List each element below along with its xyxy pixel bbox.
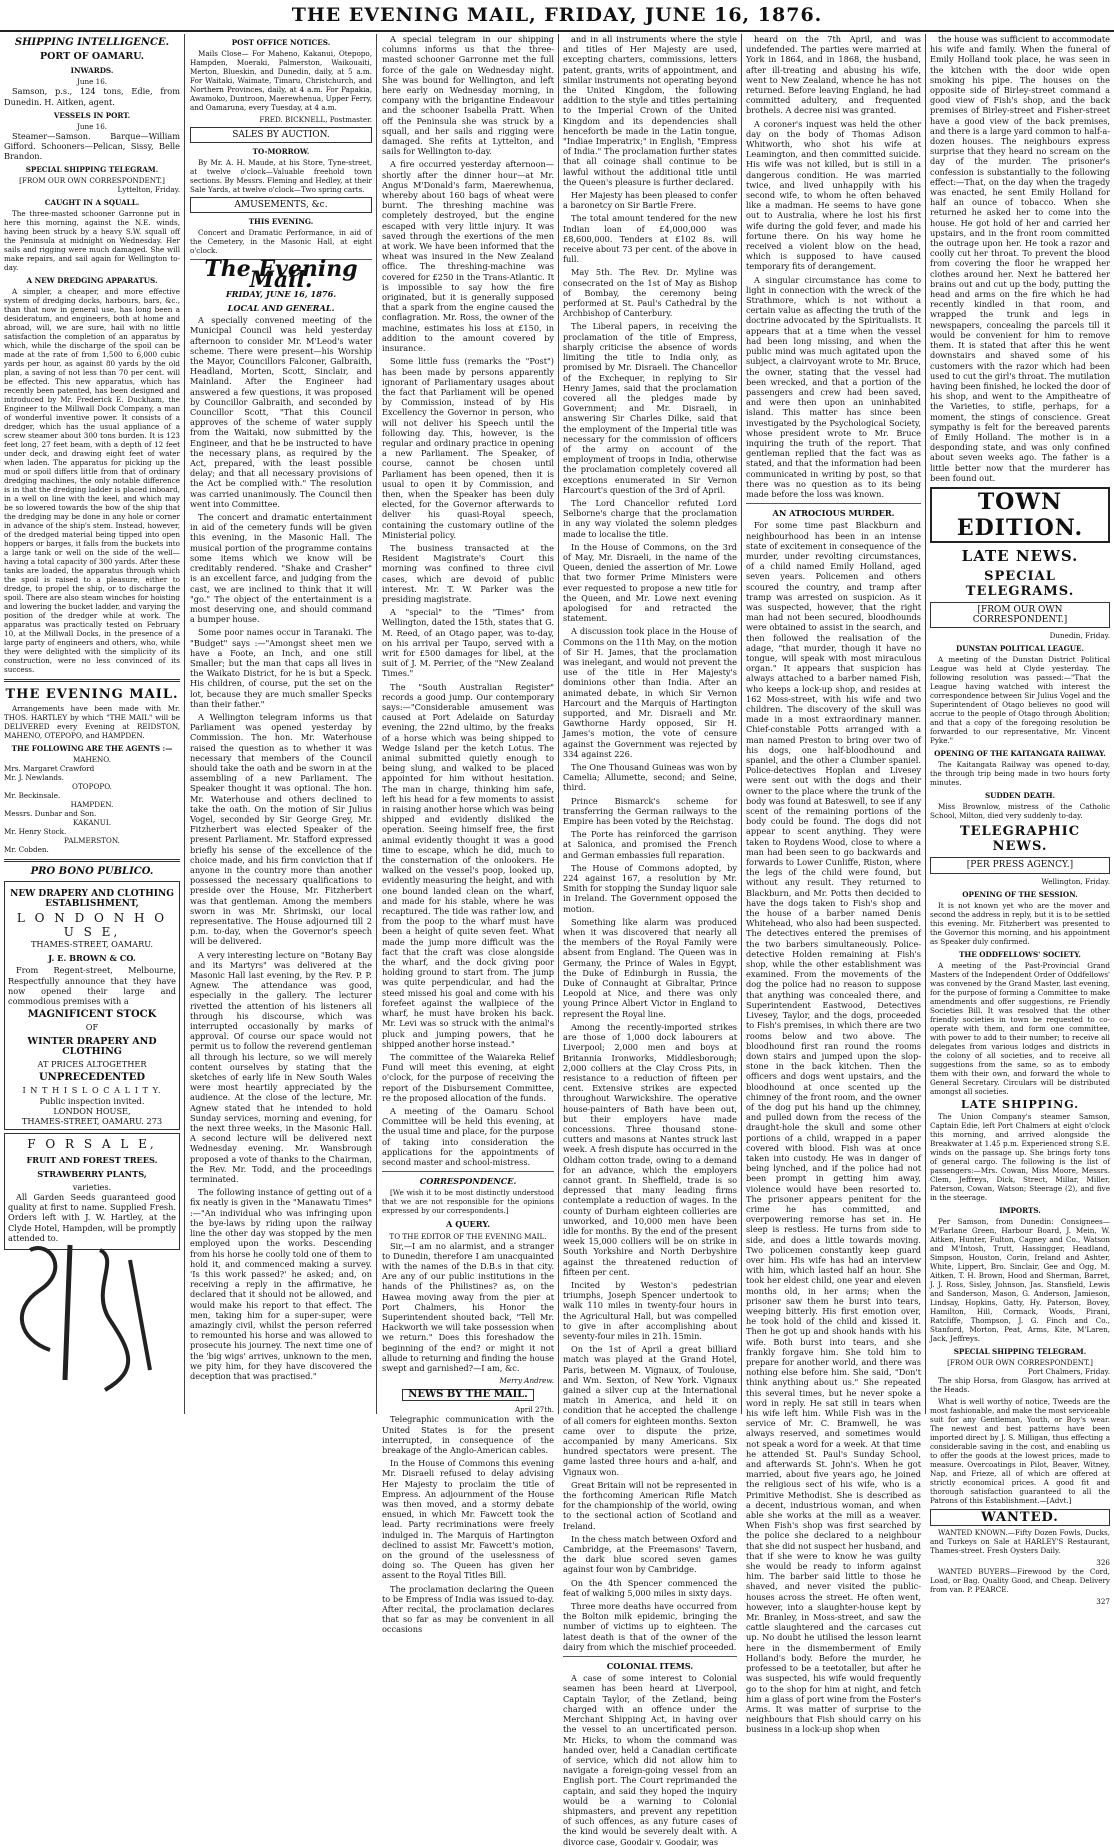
agent-place: MAHENO. bbox=[72, 755, 112, 765]
varieties: varieties. bbox=[72, 1181, 112, 1192]
colonial-title: COLONIAL ITEMS. bbox=[606, 1661, 694, 1672]
paper-title: THE EVENING MAIL. bbox=[5, 687, 179, 703]
special-shipping-from: [FROM OUR OWN CORRESPONDENT.] bbox=[947, 1357, 1093, 1367]
magnificent: MAGNIFICENT STOCK bbox=[27, 1009, 157, 1021]
agent-name: Mrs. Margaret Crawford bbox=[4, 764, 95, 774]
agent-name: Mr. J. Newlands. bbox=[4, 773, 64, 783]
news-paragraph: Prince Bismarck's scheme for transferring the German railways to the Empire has been voted by the Reichstag. bbox=[563, 795, 737, 827]
inwards-title: INWARDS. bbox=[70, 66, 114, 76]
news-paragraph: Great Britain will not be represented in the forthcoming American Rifle Match for the championship of the world, owing to the sectional action of Scotland and Ireland. bbox=[563, 1479, 737, 1531]
late-shipping-text: The Union Company's steamer Samson, Captain Edie, left Port Chalmers at eight o'clock this morning, and arrived alongside the Breakwater at 1.45 p.m. Experienced strong S.E. winds on the passage up. She brings forty tons of general cargo. The following is the list of passengers:—Mrs. Cowan, Miss Moore, Messrs. Clem, Jeffreys, Dick, Strect, Millar, Miller, Paterson, Cowan, Watson; Steerage (2), and five in the steerage. bbox=[930, 1111, 1110, 1202]
column-rule bbox=[376, 34, 377, 1414]
news-paragraph: Among the recently-imported strikes are those of 1,000 dock labourers at Liverpool; 2,000 men and boys at Britannia Ironworks, Middlesborough; 2,000 colliers at the Clay Cross Pits, in resistance to a reduction of fifteen per cent. Extensive strikes are expected throughout Warwickshire. The operative house-painters of Bath have been out, but their employers have made concessions. Three thousand stone-cutters and masons at Nantes struck last week. A fresh dispute has occurred in the Oldham cotton trade, owing to a demand for an advance, which the employers cannot grant. In Sheffield, trade is so depressed that many leading firms contemplate a reduction of wages. In the county of Durham eighteen collieries are unworked, and 10,000 men have been idle for months. By the end of the present week 15,000 colliers will be on strike in South Yorkshire and North Derbyshire against the threatened reduction of fifteen per cent. bbox=[563, 1021, 737, 1277]
forsale-title: F O R S A L E, bbox=[27, 1137, 157, 1152]
brown-name: J. E. BROWN & CO. bbox=[48, 953, 136, 964]
local-paragraph: A Wellington telegram informs us that Parliament was opened yesterday by Commission. The hon. Mr. Waterhouse raised the question as to whether it was necessary that members of the Council should take the oath and be sworn in at the assembling of a new Parliament. The Speaker thought it was optional. The hon. Mr. Waterhouse and others declined to take the oath. On the motion of Sir Julius Vogel, seconded by Sir George Grey, Mr. Fitzherbert was elected Speaker of the present Parliament. Mr. Stafford expressed briefly his sense of the excellence of the choice made, and his firm conviction that if anyone in the country more than another possessed the necessary qualifications to preside over the House, Mr. Fitzherbert was that gentleman. Among the members sworn in was Mr. Shrimski, our local representative. The House adjourned till 2 p.m. to-day, when the Governor's speech will be delivered. bbox=[190, 711, 372, 947]
sudden-death-title: SUDDEN DEATH. bbox=[984, 791, 1055, 801]
news-date: April 27th. bbox=[514, 1405, 554, 1415]
murder-paragraph: For some time past Blackburn and neighbourhood has been in an intense state of excitement in consequence of the murder, under revolting circumstances, of a child named Emily Holland, aged seven years. Policemen and others scoured the country, and tramp after tramp was arrested on suspicion. As it was suspected, however, that the right man had not been secured, bloodhounds were obtained to assist in the search, and then followed the realisation of the adage, "that murder, though it have no tongue, will speak with most miraculous organ." It appears that suspicion has always attached to a barber named Fish, who keeps a lock-up shop, and resides at 162 Moss-street, with his wife and two children. The discovery of the skull was made in a most extraordinary manner. Chief-constable Potts arranged with a man named Preston to bring over two of his dogs, one half-bloodhound and spaniel, and the other a Clumber spaniel. Police-detectives Hoplan and Livesey were sent out with the dogs and their owner to the place where the trunk of the body was found at Bateswell, to see if any scent of the remaining portions of the body could be found. The dogs did not appear to scent anything. They were taken to Roydens Wood, close to where a man had been seen to go backwards and forwards to Lower Cunliffe, Riston, where the legs of the child were found, but without any result. They returned to Blackburn, and Mr. Potts then decided to have the dogs taken to Fish's shop and the house of a barber named Denis Whitehead, who also had been suspected. The detectives entered the premises of the two barbers simultaneously. Police-detective Holden remaining at Fish's shop, while the other establishment was examined. From the movements of the dog the police had no reason to suppose that anything was concealed there, and Superintendent Eastwood, Detectives Livesey, Taylor, and the dogs, proceeded to Fish's premises, in which there are two rooms below and two above. The bloodhound first ran round the rooms down stairs and jumped upon the slop-stone in the back kitchen. Then the officers and dogs went upstairs, and the bloodhound at once scented up the chimney of the front room, and the owner of the dog put his hand up the chimney, and pulled down from the recess of the draught-hole the skull and some other portions of a child, wrapped in a paper covered with blood. Fish was at once taken into custody. He was in danger of being lynched, and if the police had not been prompt in getting him away, violence would have been resorted to. The prisoner appears penitent for the crime he has committed, and overpowering remorse has set in. He sleep is restless. He turns from side to side, and does a little towards moving. Two policemen constantly keep guard over him. His wife has had an interview with him, which lasted half an hour. She took her eldest child, one year and eleven months old, in her arms; when the prisoner saw them he burst into tears, weeping bitterly. His first emotion over, he took hold of the child and kissed it. Then he got up and shook hands with his wife. Both burst into tears, and she frankly forgave him. She told him to prepare for another world, and there was nothing else before him. She said, "Don't think anything about us." She repeated this several times, but he never spoke a word in reply. He sat still in tears when his wife left him. While Fish was in the service of Mr. C. Bramwell, he was always reserved, and sometimes would not speak a word for a week. At that time he attended St. Paul's Sunday School, and afterwards St. John's. When he got married, about five years ago, he joined the religious sect of his wife, who is a Primitive Methodist. She is described as a decent, industrious woman, and when able she works at the mill as a weaver. When Fish's shop was first searched by the police she declared to a neighbour that she did not suspect her husband, and that if she were to know he was guilty she would be ready to inform against him. The barber said little to those he shaved, and never visited the public-houses across the street. He often went, however, into a slaughter-house kept by Mr. Branley, in Moss-street, and saw the cattle slaughtered and the carcases cut up. No doubt he utilised the lesson learnt here in the dismemberment of Emily Holland's body. Before the murder, he professed to be a teetotaller, but after he was suspected, his wife would frequently go to the shop for him at night, and fetch him a glass of port wine from the Foster's Arms. It was matter of surprise to the neighbours that Fish should carry on his business in a lock-up shop when bbox=[746, 520, 921, 1735]
news-paragraph: A singular circumstance has come to light in connection with the wreck of the Strathmore, which is not without a certain value as affecting the truth of the doctrine advocated by the Spiritualists. It appears that at a time when the vessel had been long missing, and when the public mind was much agitated upon the subject, a clairvoyant wrote to Mr. Bruce, the owner, stating that the vessel had been wrecked, and that a portion of the passengers and crew had been saved, and were then upon an uninhabited island. This matter has since been investigated by the Psychological Society, whose president wrote to Mr. Bruce inquiring the truth of the report. That gentleman replied that the fact was as stated, and that the information had been communicated in writing by post, so that there was no question as to its being made before the loss was known. bbox=[746, 274, 921, 499]
press-agency: [PER PRESS AGENCY.] bbox=[930, 857, 1110, 873]
london-house-2: LONDON HOUSE, bbox=[53, 1105, 131, 1116]
column-rule bbox=[184, 34, 185, 1414]
session-text: It is not known yet who are the mover and second the address in reply, but it is to be settled this evening. Mr. Fitzherbert was presented to the Governor this morning, and his appointment as Speaker duly confirmed. bbox=[930, 900, 1110, 946]
agent-name: Mr. Henry Stock. bbox=[4, 827, 67, 837]
telegraphic-news-title: TELEGRAPHIC NEWS. bbox=[959, 824, 1081, 855]
news-paragraph: The House of Commons adopted, by 224 against 167, a resolution by Mr. Smith for stopping the Sunday liquor sale in Ireland. The Government opposed the motion. bbox=[563, 862, 737, 914]
dredge-text: A simpler, a cheaper, and more effective system of dredging docks, harbours, bars, &c., than that now in general use, has long been a desideratum, and engineers, both at home and abroad, will, we are sure, hail with no little satisfaction the completion of an apparatus by which, while the discharge of the spoil can be made at the rate of from 1,500 to 6,000 cubic yards per hour, as against 80 yards by the old plan, a saving of not less than 70 per cent. will be effected. This new apparatus, which has recently been patented, has been designed and introduced by Mr. Frederick E. Duckham, the Engineer to the Millwall Dock Company, a man of wonderful inventive power. It consists of a dredger, which has the usual appliance of a screw steamer about 300 tons burden. It is 123 feet long, 27 feet beam, with a depth of 12 feet under deck, and drawing eight feet of water when laden. The apparatus for picking up the mud or spoil differs little from that of ordinary dredging machines, the only notable difference is in that the dredging ladder is placed inboard, in a well on line with the keel, and which may be so lowered towards the bow of the ship that the dredging may be done in any hole or corner in advance of the ship's stem. Instead, however, of the dredged material being tipped into open hoppers or barges, it falls from the buckets into a large tank or well on the side of the well—having a total capacity of 300 yards. After these tanks are loaded, the apparatus through which the spoil is raised to a pleasure, either to dredge, to propel the ship, or to discharge the spoil. There are also steam winches for hoisting and lowering the bucket ladder, and varying the position of the dredger while at work. The apparatus was practically tested on February 10, at the Millwall Docks, in the presence of a large party of engineers and others, who, while they were delighted with the simplicity of its construction, were no less convinced of its success. bbox=[4, 287, 180, 675]
public-inspection: Public inspection invited. bbox=[39, 1095, 145, 1106]
news-paragraph: Some little fuss (remarks the "Post") has been made by persons apparently ignorant of Parliamentary usages about the fact that Parliament will be opened by Commission, instead of by His Excellency the Governor in person, who will not deliver his Speech until the following day. This, however, is the regular and ordinary practice in opening a new Parliament. The Speaker, of course, cannot be chosen until Parliament has been opened, then it is usual to open it by Commission, and then, when the Speaker has been duly elected, for the Governor afterwards to deliver his quasi-Royal speech, containing the customary outline of the Ministerial policy. bbox=[382, 356, 554, 540]
inwards-date: June 16. bbox=[76, 77, 108, 87]
special-telegrams-title: SPECIAL TELEGRAMS. bbox=[965, 568, 1075, 599]
brown-text: From Regent-street, Melbourne, Respectfully announce that they have now opened their large and commodious premises with a bbox=[8, 965, 176, 1007]
divider bbox=[382, 1171, 554, 1172]
tomorrow: TO-MORROW. bbox=[252, 147, 310, 157]
dunedin-place: Dunedin, Friday. bbox=[1049, 631, 1110, 641]
divider bbox=[4, 679, 180, 682]
postmaster: FRED. BICKNELL, Postmaster. bbox=[259, 115, 372, 124]
colonial-text: A case of some interest to Colonial seamen has been heard at Liverpool, Captain Taylor, of the Zetland, being charged with an offence under the Merchant Shipping Act, in having over the vessel to an uncertificated person. Mr. Hicks, to whom the command was handed over, held a Canadian certificate of service, which did not allow him to navigate a foreign-going vessel from an English port. The Court reprimanded the captain, and said they hoped the inquiry would be a warning to Colonial shipmasters, and prevent any repetition of such offences, as any future cases of the kind would be severely dealt with. A divorce case, Goodair v. Goodair, was bbox=[563, 1673, 737, 1847]
news-paragraph: The Porte has reinforced the garrison at Salonica, and promised the French and German embassies full reparation. bbox=[563, 829, 737, 860]
news-paragraph: A meeting of the Oamaru School Committee will be held this evening, at the usual time and place, for the purpose of taking into consideration the applications for the appointments of second master and school-mistress. bbox=[382, 1105, 554, 1167]
news-paragraph: The total amount tendered for the new Indian loan of £4,000,000 was £8,600,000. Tenders at £102 8s. will receive about 73 per cent. of the above in full. bbox=[563, 213, 737, 265]
agent-name: Mr. Beckinsale. bbox=[4, 791, 61, 801]
arrangements-text: Arrangements have been made with Mr. THOS. HARTLEY by which "THE MAIL" will be DELIVERED every Evening at REIDSTON, MAHENO, OTEPOPO, and HAMPDEN. bbox=[4, 704, 180, 741]
paper-logo: The Evening Mail. bbox=[204, 256, 358, 293]
murder-title: AN ATROCIOUS MURDER. bbox=[772, 508, 895, 519]
thames-street: THAMES-STREET, OAMARU. bbox=[30, 939, 154, 950]
squall-text: The three-masted schooner Garronne put in here this morning, against the N.E. winds, having been struck by a heavy S.W. squall off the Peninsula at midnight on Wednesday. Her sails and rigging were much damaged. She will make repairs, and sail again for Wellington to-day. bbox=[4, 209, 180, 273]
vessels-date: June 16. bbox=[76, 121, 108, 131]
local-paragraph: Some poor names occur in Taranaki. The "Budget" says :—"Amongst sheet men we have a Foote, an Inch, and one still Smaller; but the man that caps all lives in the Waikato District, for he is but a Speck. His children, of course, put the set on the lot, because they are much smaller Specks than their father." bbox=[190, 627, 372, 709]
news-paragraph: In the House of Commons, on the 3rd of May, Mr. Disraeli, in the name of the Queen, denied the assertion of Mr. Lowe that two former Prime Ministers were ever requested to propose a new title for the Queen, and Mr. Lowe next evening apologised for and retracted the statement. bbox=[563, 541, 737, 624]
garden-text: All Garden Seeds guaranteed good quality at first to name. Supplied Fresh. Orders left with J. W. Hartley, at the Clyde Hotel, Hampden, will be promptly attended to. bbox=[8, 1191, 176, 1243]
drapery-title: NEW DRAPERY AND CLOTHING ESTABLISHMENT, bbox=[10, 888, 174, 909]
vessels-text: Steamer—Samson. Barque—William Gifford. Schooners—Pelican, Sissy, Belle Brandon. bbox=[4, 130, 180, 162]
telegram-place: Lyttelton, Friday. bbox=[117, 185, 180, 195]
news-paragraph: Her Majesty has been pleased to confer a baronetcy on Sir Bartle Frere. bbox=[563, 190, 737, 211]
news-paragraph: A fire occurred yesterday afternoon—shortly after the dinner hour—at Mr. Angus M'Donald's farm, Maerewhenua, whereby about 160 bags of wheat were burnt. The threshing machine was completely destroyed, but the engine escaped with very little injury. It was saved through the exertions of the men at work. We have been informed that the wheat was insured in the New Zealand office. The threshing-machine was covered for £250 in the Trans-Atlantic. It is impossible to say how the fire originated, but it is generally supposed that a spark from the engine caused the conflagration. Mr. Ross, the owner of the machine, estimates his loss at £150, in addition to the amount covered by insurance. bbox=[382, 159, 554, 354]
divider bbox=[563, 1656, 737, 1657]
column-4 bbox=[563, 34, 737, 1847]
news-paragraph: A special telegram in our shipping columns informs us that the three-masted schooner Garronne met the full force of the gale on Wednesday night. She was bound for Wellington, and left here early on Wednesday morning, in company with the brigantine Endeavour and the schooner Isabella Pratt. When off the Peninsula she was struck by a squall, and her sails and rigging were damaged. She refits at Lyttelton, and sails for Wellington to-day. bbox=[382, 34, 554, 157]
wanted-ad-2-number: 327 bbox=[1096, 1596, 1110, 1606]
vessels-title: VESSELS IN PORT. bbox=[53, 110, 131, 120]
correspondence-title: CORRESPONDENCE. bbox=[419, 1176, 517, 1187]
query-title: A QUERY. bbox=[446, 1219, 490, 1230]
local-paragraph: The concert and dramatic entertainment in aid of the cemetery funds will be given this evening, in the Masonic Hall. The musical portion of the programme contains some items which we know will be creditably rendered. "Shake and Crasher" is an excellent farce, and judging from the cast, we are inclined to think that it will "go." The object of the entertainment is a most deserving one, and should command a bumper house. bbox=[190, 512, 372, 625]
sudden-death-text: Miss Brownlow, mistress of the Catholic School, Milton, died very suddenly to-day. bbox=[930, 802, 1110, 821]
thames-street-2: THAMES-STREET, OAMARU. 273 bbox=[21, 1116, 163, 1127]
column-5 bbox=[746, 34, 921, 1735]
agent-name: Messrs. Dunbar and Son. bbox=[4, 809, 97, 819]
news-mail-paragraph: Telegraphic communication with the United States is for the present interrupted, in consequence of the breakage of the Anglo-American cables. bbox=[382, 1414, 554, 1455]
local-paragraph: A very interesting lecture on "Botany Bay and its Martyrs" was delivered at the Masonic Hall last evening, by the Rev. P. P. Agnew. The attendance was good, especially in the gallery. The lecturer rivetted the attention of his listeners all through his discourse, which was interrupted occasionally by marks of approval. Of course our space would not permit us to follow the reverend gentleman all through his lecture, so we will merely content ourselves by stating that the sketches of early life in New South Wales were most heartily appreciated by the audience. At the close of the lecture, Mr. Agnew stated that he intended to hold Sunday services, morning and evening, for the next three weeks, in the Masonic Hall. A second lecture will be delivered next Wednesday evening. Mr. Wansbrough proposed a vote of thanks to the Chairman, the Rev. Mr. Todd, and the proceedings terminated. bbox=[190, 949, 372, 1185]
drapery-ad bbox=[4, 881, 180, 1131]
masthead-title: THE EVENING MAIL, FRIDAY, JUNE 16, 1876. bbox=[291, 4, 823, 26]
agents-title: THE FOLLOWING ARE THE AGENTS :— bbox=[11, 744, 173, 754]
news-mail-title: NEWS BY THE MAIL. bbox=[402, 1389, 534, 1401]
column-1 bbox=[4, 34, 180, 1414]
mails-text: Mails Close— For Maheno, Kakanui, Otepopo, Hampden, Moeraki, Palmerston, Waikouaiti, Merton, Blueskin, and Dunedin, daily, at 5 a.m. For Waitaki, Waimate, Timaru, Christchurch, and Northern Provinces, daily, at 4 a.m. For Papakia, Awamoko, Duntroon, Maerewhenua, Upper Ferry, and Oamaruna, every Tuesday, at 4 a.m. bbox=[190, 49, 372, 112]
wanted-title: WANTED. bbox=[930, 1509, 1110, 1526]
issue-date: FRIDAY, JUNE 16, 1876. bbox=[225, 288, 337, 299]
news-paragraph: Incited by Weston's pedestrian triumphs, Joseph Spencer undertook to walk 110 miles in twenty-four hours in the Agricultural Hall, but was compelled to give in after accomplishing about seventy-four miles in 21h. 15min. bbox=[563, 1279, 737, 1341]
column-rule bbox=[558, 34, 559, 1414]
kaitangata-text: The Kaitangata Railway was opened to-day, the through trip being made in two hours forty minutes. bbox=[930, 760, 1110, 788]
session-title: OPENING OF THE SESSION. bbox=[962, 889, 1078, 899]
news-paragraph: The business transacted at the Resident Magistrate's Court this morning was confined to three civil cases, which are devoid of public interest. Mr. T. W. Parker was the presiding magistrate. bbox=[382, 542, 554, 604]
telegram-title: SPECIAL SHIPPING TELEGRAM. bbox=[25, 165, 159, 175]
query-signature: Merry Andrew. bbox=[499, 1376, 554, 1386]
dunstan-text: A meeting of the Dunstan District Political League was held at Clyde yesterday. The following resolution was passed:—"That the League having watched with interest the correspondence between Sir Julius Vogel and the Superintendent of Otago believes no good will accrue to the people of Otago through Abolition; and that a copy of the foregoing resolution be forwarded to our representative, Mr. Vincent Pyke." bbox=[930, 655, 1110, 746]
news-paragraph: May 5th. The Rev. Dr. Myline was consecrated on the 1st of May as Bishop of Bombay, the ceremony being performed at St. Paul's Cathedral by the Archbishop of Canterbury. bbox=[563, 267, 737, 319]
query-text: Sir,—I am no alarmist, and a stranger to Dunedin, therefore I am unacquainted with the names of the D.B.s in that city. Are any of our public institutions in the hands of the Philistines? as, on the Hawea moving away from the pier at Port Chalmers, his Honor the Superintendent shouted back, "Tell Mr. Hackworth we will take possession when we return." Does this foreshadow the beginning of the end? or might it not allude to returning and finding the house swept and garnished?—I am, &c. bbox=[382, 1240, 554, 1373]
special-shipping-place: Port Chalmers, Friday. bbox=[1028, 1366, 1110, 1376]
divider bbox=[4, 859, 180, 862]
murder-continued: the house was sufficient to accommodate his wife and family. When the funeral of Emily Holland took place, he was seen in the kitchen with the door wide open smoking his pipe. The houses on the opposite side of Birley-street command a good view of Fish's shop, and the back premises of Birley-street and Fisher-street have a good view of the back premises, and there is a large yard common to half-a-dozen houses. The neighbours express surprise that they heard no scream on the day of the murder. The prisoner's confession is substantially to the following effect:—That, on the day when the tragedy was enacted, he sent Emily Holland for half an ounce of tobacco. When she returned he asked her to come into the house. He got hold of her and carried her upstairs, and in the front room committed the outrage upon her. He took a razor and coolly cut her throat. To prevent the blood from covering the floor he wrapped her clothes around her. Next he battered her brains out and cut up the body, putting the head and arms on the fire which he had recently kindled in that room, and wrapped the trunk and legs in newspapers, concealing the parcels till it would be convenient for him to remove them. It is stated that after this he went downstairs and shaved some of his customers with the razor which had been used to cut the girl's throat. The mutilation having been finished, he locked the door of his shop, and went to the Ampitheatre of the Varieties, to stifle, perhaps, for a moment, the stings of conscience. Great sympathy is felt for the bereaved parents of Emily Holland. The mother is in a desponding state, and was only confined about seven weeks ago. The father is a little better now that the murderer has been found out. bbox=[930, 34, 1110, 483]
port-title: PORT OF OAMARU. bbox=[40, 51, 144, 63]
wanted-ad-1: WANTED KNOWN.—Fifty Dozen Fowls, Ducks, and Turkeys on Sale at HARLEY'S Restaurant, Thames-street. Fresh Oysters Daily. bbox=[930, 1527, 1110, 1555]
fashion-text: What is well worthy of notice, Tweeds are the most fashionable, and make the most serviceable suit for any Gentleman, Youth, or Boy's wear. The newest and best patterns have been imported direct by J. S. Milligan, thus effecting a considerable saving in the cost, and enabling us to offer the goods at the lowest prices, made to measure. Overcoatings in Pilot, Beaver, Witney, Nap, and Frieze, all of which are offered at strictly economical prices. A good fit and thorough satisfaction guaranteed to all the Patrons of this Establishment.—[Advt.] bbox=[930, 1396, 1110, 1505]
kaitangata-title: OPENING OF THE KAITANGATA RAILWAY. bbox=[934, 749, 1106, 759]
masthead bbox=[0, 0, 1114, 32]
news-paragraph: On the 4th Spencer commenced the feat of walking 5,000 miles in sixty days. bbox=[563, 1577, 737, 1598]
inwards-text: Samson, p.s., 124 tons, Edie, from Dunedin. H. Aitken, agent. bbox=[4, 86, 180, 107]
telegram-from: [FROM OUR OWN CORRESPONDENT.] bbox=[19, 176, 165, 186]
news-mail-paragraph: The proclamation declaring the Queen to be Empress of India was issued to-day. After recital, the proclamation declares that so far as may be convenient in all occasions bbox=[382, 1583, 554, 1635]
news-paragraph: The Lord Chancellor refuted Lord Selborne's charge that the proclamation in any way violated the solemn pledges made to localise the title. bbox=[563, 497, 737, 539]
of-label: OF bbox=[85, 1022, 99, 1033]
news-paragraph: A "special" to the "Times" from Wellington, dated the 15th, states that G. M. Reed, of an Otago paper, was to-day, on his arrival per Taupo, served with a writ for £500 damages for libel, at the suit of J. M. Perrier, of the "New Zealand Times." bbox=[382, 607, 554, 679]
own-correspondent: [FROM OUR OWN CORRESPONDENT.] bbox=[930, 602, 1110, 628]
divider bbox=[746, 503, 921, 504]
amusements-text: Concert and Dramatic Performance, in aid of the Cemetery, in the Masonic Hall, at eight o'clock. bbox=[190, 228, 372, 256]
news-paragraph: Three more deaths have occurred from the Bolton milk epidemic, bringing the number of victims up to eighteen. The latest death is that of the owner of the dairy from which the mischief proceeded. bbox=[563, 1601, 737, 1652]
news-paragraph: The "South Australian Register" records a good jump. Our contemporary says:—"Considerable amusement was caused at Port Adelaide on Saturday evening, the 22nd ultimo, by the freaks of a horse which was being shipped to Wedge Island per the ketch Lotus. The animal submitted quietly enough to being slung, and walked to be placed appointed for him without hesitation. The man in charge, thinking him safe, left his head for a few moments to assist in raising another horse which was being shipped and evidently disliked the operation. Seeing himself free, the first animal evidently thought it was a good time to escape, which he did, much to the consternation of the onlookers. He walked on the vessel's poop, looked up, evidently measuring the height, and with one bound landed clean on the wharf, and made for his stable, where he was recaptured. The tide was rather low, and from the poop to the wharf must have been a height of quite seven feet. What made the jump more difficult was the fact that the craft was close alongside the wharf, and the dock giving poor holding ground to start from. The jump was quite perpendicular, and had the steed missed his goal and come with his forefeet against the wallpiece of the wharf, he must have broken his back. Mr. Levi was so struck with the animal's pluck and jumping powers, that he shipped another horse instead." bbox=[382, 681, 554, 1049]
column-rule bbox=[741, 34, 742, 1414]
wellington-place: Wellington, Friday. bbox=[1041, 876, 1110, 886]
probono-title: PRO BONO PUBLICO. bbox=[30, 866, 154, 878]
fruit-title: FRUIT AND FOREST TREES. bbox=[26, 1155, 158, 1166]
news-paragraph: and in all instruments where the style and titles of Her Majesty are used, excepting charters, commissions, letters patent, grants, writs of appointment, and similar instruments not operating beyond the United Kingdom, the following addition to the style and titles pertaining to the Imperial Crown of the United Kingdom and its dependencies shall henceforth be made in the Latin tongue, "Indiae Imperatrix;" in English, "Empress of India." The proclamation further states that all coinage shall continue to be lawful without the additional title until the Queen's pleasure is further declared. bbox=[563, 34, 737, 187]
news-paragraph: On the 1st of April a great billiard match was played at the Grand Hotel, Paris, between M. Vignaux, of Toulouse, and Wm. Sexton, of New York. Vignaux gained a silver cup at the International match in America, and held it on condition that he accepted the challenge of all comers for eighteen months. Sexton came over to dispute the prize, accompanied by many Americans. Six hundred spectators were present. The game lasted three hours and a-half, and Vignaux won. bbox=[563, 1344, 737, 1477]
news-paragraph: A discussion took place in the House of Commons on the 11th May, on the motion of Sir H. James, that the proclamation was inelegant, and would not prevent the use of the title in Her Majesty's dominions other than India. After an animated debate, in which Sir Vernon Harcourt and the Marquis of Hartington supported, and Mr. Disraeli and Mr. Gawthorne Hardy opposed, Sir H. James's motion, the vote of censure against the Government was rejected by 334 against 226. bbox=[563, 626, 737, 759]
news-paragraph: In the chess match between Oxford and Cambridge, at the Freemasons' Tavern, the dark blue scored seven games against four won by Cambridge. bbox=[563, 1533, 737, 1575]
london-house: L O N D O N H O U S E, bbox=[16, 911, 168, 940]
squall-title: CAUGHT IN A SQUALL. bbox=[44, 198, 140, 208]
this-evening: THIS EVENING. bbox=[248, 217, 314, 227]
late-news-title: LATE NEWS. bbox=[961, 546, 1079, 565]
imports-text: Per Samson, from Dunedin: Consignees—M'Farlane Green, Harbour Board, J. Mein, W. Aitken, Hunter, Fulton, Cagney and Co., Watson and M'Intosh, Trutt, Hassingger, Headland, Simpson, Houston, Corin, Ireland and Ashter, White, Lippert, Bro. Sinclair, Gee and Ogg, M. Aitken, T. H. Brown, Hood and Sherman, Barret, J. J. Ross, Sisley, Johnson, Jas. Stansfield, Lewis and Sanderson, Mason, G. Anderson, Jamieson, Lindsay, Hopkins, Gatty, Hy. Paterson, Bovey, Hamilton, Hill, Cormack, Woods, Pirani, Ratcliffe, Thompson, J. G. Finch and Co., Stanford, Morton, Peat, Arms, Kite, M'Laren, Jack, Jeffreys. bbox=[930, 1216, 1110, 1343]
local-paragraph: The following instance of getting out of a fix neatly is given in the "Manawatu Times" :—"An individual who was infringing upon the bye-laws by riding upon the railway line the other day was stopped by the men employed upon the works. Descending from his horse he coolly told one of them to hold it, and commenced making a survey. 'Is this work passed?' he asked; and, on receiving a reply in the affirmative, he declared that it should not be allowed, and would make his report to that effect. The men, taking him for a super-super, were amazingly civil, whilst the person referred to remounted his horse and was allowed to prosecute his journey. The next time one of the 'big wigs' arrives, unknown to the men, we pity him, for they have discovered the deception that was practised." bbox=[190, 1187, 372, 1381]
auction-text: By Mr. A. H. Maude, at his Store, Tyne-street, at twelve o'clock—Valuable freehold town sections. By Messrs. Fleming and Hedley, at their Sale Yards, at twelve o'clock—Two spring carts. bbox=[190, 158, 372, 195]
special-shipping-title: SPECIAL SHIPPING TELEGRAM. bbox=[953, 1346, 1087, 1356]
amusements-title: AMUSEMENTS, &c. bbox=[190, 197, 372, 213]
dunstan-title: DUNSTAN POLITICAL LEAGUE. bbox=[955, 644, 1084, 654]
news-mail-paragraph: In the House of Commons this evening Mr. Disraeli refused to delay advising Her Majesty to proclaim the title of Empress. An adjournment of the House was then moved, and a stormy debate ensued, in which Mr. Fawcett took the lead. Party recriminations were freely indulged in. The Marquis of Hartington declined to assist Mr. Fawcett's motion, on the ground of the uselessness of doing so. The Queen has given her assent to the Royal Titles Bill. bbox=[382, 1458, 554, 1581]
query-to: TO THE EDITOR OF THE EVENING MAIL. bbox=[389, 1231, 547, 1241]
news-paragraph: The committee of the Waiareka Relief Fund will meet this evening, at eight o'clock, for the purpose of receiving the report of the Disbursement Committee, re the proposed allocation of the funds. bbox=[382, 1051, 554, 1103]
strawberry-title: STRAWBERRY PLANTS, bbox=[37, 1169, 147, 1180]
news-paragraph: Something like alarm was produced when it was discovered that nearly all the members of the Royal Family were absent from England. The Queen was in Germany, the Prince of Wales in Egypt, the Duke of Edinburgh in Russia, the Duke of Connaught at Gibraltar, Prince Leopold at Nice, and there was only young Prince Albert Victor in England to represent the Royal line. bbox=[563, 916, 737, 1019]
wanted-ad-2: WANTED BUYERS—Firewood by the Cord, Load, or Bag. Quality Good, and Cheap. Delivery from van. P. PEARCE. bbox=[930, 1566, 1110, 1594]
imports-title: IMPORTS. bbox=[999, 1205, 1041, 1215]
agent-name: Mr. Cobden. bbox=[4, 845, 49, 855]
wanted-ad-1-number: 326 bbox=[1096, 1557, 1110, 1567]
unprecedented: UNPRECEDENTED bbox=[38, 1072, 146, 1084]
column-6 bbox=[930, 34, 1110, 1606]
special-shipping-text: The ship Horsa, from Glasgow, has arrived at the Heads. bbox=[930, 1375, 1110, 1394]
agent-place: HAMPDEN. bbox=[70, 800, 114, 810]
column-rule bbox=[925, 34, 926, 1414]
agent-place: OTOPOPO. bbox=[72, 782, 112, 792]
news-paragraph: The One Thousand Guineas was won by Camelia; Allumette, second; and Seine, third. bbox=[563, 762, 737, 793]
dredge-title: A NEW DREDGING APPARATUS. bbox=[26, 276, 158, 286]
agent-place: KAKANUI. bbox=[72, 818, 111, 828]
winter: WINTER DRAPERY AND CLOTHING bbox=[27, 1035, 157, 1057]
shipping-title: SHIPPING INTELLIGENCE. bbox=[14, 37, 170, 48]
oddfellows-title: THE ODDFELLOWS' SOCIETY. bbox=[959, 949, 1081, 959]
news-paragraph: The Liberal papers, in receiving the proclamation of the title of Empress, sharply criticise the absence of words limiting the title to India only, as promised by Mr. Disraeli. The Chancellor of the Exchequer, in replying to Sir Henry James, said that the proclamation covered all the pledges made by Government; and Mr. Disraeli, in answering Sir Charles Dilke, said that the employment of the Imperial title was necessary for the commission of officers of the army on account of the employment of troops in India, otherwise the proclamation completely covered all exceptions enumerated in Sir Vernon Harcourt's question of the 3rd of April. bbox=[563, 321, 737, 495]
town-edition-title: TOWN EDITION. bbox=[930, 487, 1110, 543]
news-paragraph: A coroner's inquest was held the other day on the body of Thomas Adison Whitworth, who shot his wife at Leamington, and then committed suicide. His wife was not killed, but is still in a dangerous condition. He was married twice, and lived unhappily with his second wife, to whom he often behaved like a madman. He seems to have gone out to Australia, where he lost his first wife during the gold fever, and made his fortune there. On his way home he received a violent blow on the head, which is supposed to have caused temporary fits of derangement. bbox=[746, 118, 921, 272]
column-3 bbox=[382, 34, 554, 1635]
agent-place: PALMERSTON. bbox=[64, 836, 120, 846]
column-2 bbox=[190, 34, 372, 1414]
correspondence-note: [We wish it to be most distinctly understood that we are not responsible for the opinions expressed by our correspondents.] bbox=[382, 1188, 554, 1216]
local-title: LOCAL AND GENERAL. bbox=[227, 303, 335, 314]
post-title: POST OFFICE NOTICES. bbox=[231, 38, 331, 47]
news-paragraph: heard on the 7th April, and was undefended. The parties were married at York in 1864, and in 1868, the husband, after ill-treating and abusing his wife, went to New Zealand, whence he has not returned. Before leaving England, he had committed adultery, and frequented brothels. A decree nisi was granted. bbox=[746, 34, 921, 116]
handwritten-mark-icon bbox=[10, 1230, 170, 1400]
oddfellows-text: A meeting of the Past-Provincial Grand Masters of the Independent Order of Oddfellows' was convened by the Grand Master, last evening, for the purpose of forming a Committee to make amendments and offer suggestions, re Friendly Societies Bill. It was resolved that the other friendly societies in town be requested to co-operate with them, and form one committee, with power to add to their number; to receive all delegates from various lodges and districts in the colony of all societies, and to receive all suggestions from the same, so as to embody them with their own, and forward the whole to General Secretary. Circulars will be distributed amongst all societies. bbox=[930, 960, 1110, 1096]
locality: I N T H I S L O C A L I T Y. bbox=[22, 1085, 162, 1096]
auction-title: SALES BY AUCTION. bbox=[190, 127, 372, 143]
late-shipping-title: LATE SHIPPING. bbox=[960, 1097, 1080, 1111]
local-paragraph: A specially convened meeting of the Municipal Council was held yesterday afternoon to consider Mr. M'Leod's water scheme. There were present—his Worship the Mayor, Councillors Falconer, Galbraith, Headland, Morten, Scott, Sinclair, and Mainland. After the Engineer had answered a few questions, it was proposed by Councillor Galbraith, and seconded by Councillor Scott, "That this Council approves of the scheme of water supply from the Waitaki, now submitted by the Engineer, and that he be instructed to have the necessary plans, as required by the Act, prepared, with the least possible delay; and that all necessary provisions of the Act be complied with." The resolution was carried unanimously. The Council then went into Committee. bbox=[190, 315, 372, 509]
prices: AT PRICES ALTOGETHER bbox=[37, 1059, 147, 1070]
